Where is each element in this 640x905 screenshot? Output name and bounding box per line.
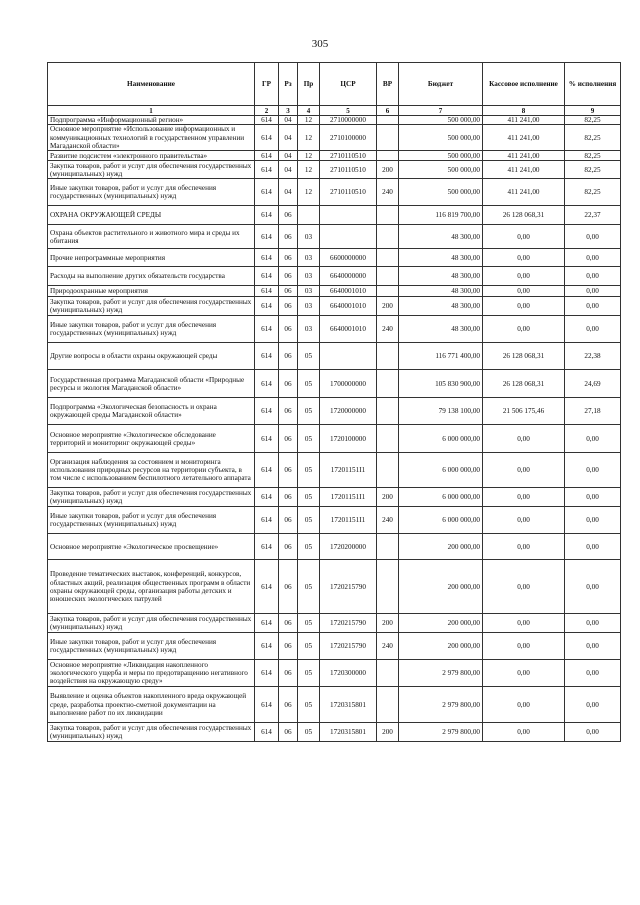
header-csr: ЦСР <box>320 63 377 106</box>
cell-pr: 03 <box>298 286 320 297</box>
cell-percent: 0,00 <box>565 534 621 560</box>
cell-vr <box>377 398 399 425</box>
cell-vr: 200 <box>377 723 399 742</box>
cell-budget: 2 979 800,00 <box>399 723 483 742</box>
table-row <box>48 723 621 742</box>
cell-pr: 03 <box>298 249 320 267</box>
cell-gr: 614 <box>255 660 279 687</box>
cell-rz: 06 <box>279 534 298 560</box>
cell-gr: 614 <box>255 343 279 370</box>
cell-budget: 200 000,00 <box>399 633 483 660</box>
cell-vr: 200 <box>377 488 399 507</box>
cell-percent: 0,00 <box>565 316 621 343</box>
cell-pr: 05 <box>298 614 320 633</box>
cell-kassa: 26 128 068,31 <box>483 370 565 398</box>
cell-pr: 05 <box>298 723 320 742</box>
cell-csr: 2710110510 <box>320 151 377 161</box>
cell-gr: 614 <box>255 206 279 225</box>
cell-kassa: 0,00 <box>483 723 565 742</box>
cell-gr: 614 <box>255 125 279 151</box>
cell-budget: 500 000,00 <box>399 125 483 151</box>
cell-kassa: 0,00 <box>483 286 565 297</box>
cell-percent: 0,00 <box>565 687 621 723</box>
cell-name: Природоохранные мероприятия <box>48 286 255 297</box>
cell-pr: 03 <box>298 297 320 316</box>
cell-csr: 1720215790 <box>320 614 377 633</box>
cell-kassa: 0,00 <box>483 507 565 534</box>
cell-budget: 48 300,00 <box>399 297 483 316</box>
cell-budget: 6 000 000,00 <box>399 507 483 534</box>
cell-name: Закупка товаров, работ и услуг для обеспечения государственных (муниципальных) нужд <box>48 297 255 316</box>
cell-csr: 2710000000 <box>320 116 377 125</box>
table-row <box>48 453 621 488</box>
cell-budget: 200 000,00 <box>399 534 483 560</box>
cell-budget: 79 138 100,00 <box>399 398 483 425</box>
cell-budget: 200 000,00 <box>399 560 483 614</box>
cell-pr: 05 <box>298 343 320 370</box>
cell-rz: 06 <box>279 343 298 370</box>
cell-gr: 614 <box>255 161 279 179</box>
cell-csr: 1720200000 <box>320 534 377 560</box>
table-row <box>48 614 621 633</box>
cell-csr: 1720300000 <box>320 660 377 687</box>
cell-percent: 0,00 <box>565 633 621 660</box>
cell-name: Охрана объектов растительного и животного мира и среды их обитания <box>48 225 255 249</box>
cell-vr <box>377 225 399 249</box>
cell-pr: 03 <box>298 225 320 249</box>
cell-percent: 0,00 <box>565 614 621 633</box>
cell-vr <box>377 125 399 151</box>
cell-rz: 04 <box>279 161 298 179</box>
cell-pr: 05 <box>298 660 320 687</box>
cell-name: Иные закупки товаров, работ и услуг для обеспечения государственных (муниципальных) нужд <box>48 633 255 660</box>
cell-csr: 17201151I1 <box>320 507 377 534</box>
cell-budget: 105 830 900,00 <box>399 370 483 398</box>
header-row <box>48 63 621 106</box>
cell-percent: 0,00 <box>565 560 621 614</box>
cell-budget: 48 300,00 <box>399 225 483 249</box>
budget-table <box>47 62 621 742</box>
cell-csr: 1700000000 <box>320 370 377 398</box>
cell-name: Другие вопросы в области охраны окружающей среды <box>48 343 255 370</box>
cell-percent: 82,25 <box>565 125 621 151</box>
cell-pr: 12 <box>298 125 320 151</box>
cell-kassa: 411 241,00 <box>483 116 565 125</box>
cell-percent: 22,37 <box>565 206 621 225</box>
table-row <box>48 267 621 286</box>
table-row <box>48 488 621 507</box>
cell-name: Основное мероприятие «Использование информационных и коммуникационных технологий в государственном управлении Магаданской области» <box>48 125 255 151</box>
cell-percent: 0,00 <box>565 425 621 453</box>
column-number: 1 <box>48 106 255 116</box>
header-pr: Пр <box>298 63 320 106</box>
cell-rz: 06 <box>279 316 298 343</box>
cell-rz: 06 <box>279 453 298 488</box>
cell-kassa: 0,00 <box>483 453 565 488</box>
cell-name: Основное мероприятие «Ликвидация накопленного экологического ущерба и меры по предотвращению негативного воздействия на окружающую среду» <box>48 660 255 687</box>
cell-csr: 6600000000 <box>320 249 377 267</box>
cell-budget: 6 000 000,00 <box>399 488 483 507</box>
cell-vr: 240 <box>377 507 399 534</box>
cell-csr: 1720215790 <box>320 633 377 660</box>
header-gr: ГР <box>255 63 279 106</box>
cell-csr: 2710110510 <box>320 179 377 206</box>
table-row <box>48 151 621 161</box>
cell-name: Иные закупки товаров, работ и услуг для обеспечения государственных (муниципальных) нужд <box>48 179 255 206</box>
cell-csr: 2710110510 <box>320 161 377 179</box>
cell-gr: 614 <box>255 286 279 297</box>
cell-rz: 06 <box>279 614 298 633</box>
cell-pr: 12 <box>298 116 320 125</box>
cell-kassa: 0,00 <box>483 316 565 343</box>
cell-csr: 1720000000 <box>320 398 377 425</box>
cell-csr <box>320 225 377 249</box>
cell-csr: 6640000000 <box>320 267 377 286</box>
cell-gr: 614 <box>255 488 279 507</box>
table-row <box>48 633 621 660</box>
cell-vr <box>377 267 399 286</box>
cell-pr <box>298 206 320 225</box>
header-rz: Рз <box>279 63 298 106</box>
cell-gr: 614 <box>255 687 279 723</box>
cell-budget: 500 000,00 <box>399 116 483 125</box>
cell-pr: 05 <box>298 398 320 425</box>
cell-name: Основное мероприятие «Экологическое просвещение» <box>48 534 255 560</box>
cell-pr: 12 <box>298 161 320 179</box>
cell-budget: 116 771 400,00 <box>399 343 483 370</box>
cell-vr <box>377 343 399 370</box>
cell-percent: 0,00 <box>565 267 621 286</box>
cell-pr: 05 <box>298 488 320 507</box>
table-row <box>48 179 621 206</box>
cell-budget: 6 000 000,00 <box>399 425 483 453</box>
cell-vr: 240 <box>377 179 399 206</box>
cell-pr: 05 <box>298 370 320 398</box>
table-row <box>48 660 621 687</box>
cell-kassa: 0,00 <box>483 297 565 316</box>
cell-name: Основное мероприятие «Экологическое обследование территорий и мониторинг окружающей среды» <box>48 425 255 453</box>
table-row <box>48 116 621 125</box>
cell-percent: 82,25 <box>565 116 621 125</box>
cell-kassa: 411 241,00 <box>483 179 565 206</box>
cell-rz: 06 <box>279 267 298 286</box>
cell-gr: 614 <box>255 723 279 742</box>
column-number: 6 <box>377 106 399 116</box>
cell-name: Подпрограмма «Экологическая безопасность и охрана окружающей среды Магаданской области» <box>48 398 255 425</box>
cell-percent: 0,00 <box>565 286 621 297</box>
cell-kassa: 26 128 068,31 <box>483 343 565 370</box>
column-number: 9 <box>565 106 621 116</box>
cell-name: Развитие подсистем «электронного правительства» <box>48 151 255 161</box>
cell-gr: 614 <box>255 453 279 488</box>
cell-kassa: 0,00 <box>483 614 565 633</box>
cell-kassa: 0,00 <box>483 660 565 687</box>
cell-budget: 500 000,00 <box>399 151 483 161</box>
table-row <box>48 206 621 225</box>
cell-name: Закупка товаров, работ и услуг для обеспечения государственных (муниципальных) нужд <box>48 723 255 742</box>
cell-name: Подпрограмма «Информационный регион» <box>48 116 255 125</box>
cell-csr: 1720315801 <box>320 687 377 723</box>
cell-gr: 614 <box>255 225 279 249</box>
cell-vr <box>377 370 399 398</box>
cell-rz: 06 <box>279 687 298 723</box>
cell-name: Расходы на выполнение других обязательств государства <box>48 267 255 286</box>
cell-rz: 06 <box>279 225 298 249</box>
cell-kassa: 26 128 068,31 <box>483 206 565 225</box>
cell-budget: 500 000,00 <box>399 179 483 206</box>
cell-vr <box>377 560 399 614</box>
cell-pr: 03 <box>298 267 320 286</box>
cell-kassa: 0,00 <box>483 687 565 723</box>
cell-percent: 0,00 <box>565 488 621 507</box>
cell-pr: 03 <box>298 316 320 343</box>
cell-budget: 48 300,00 <box>399 267 483 286</box>
cell-gr: 614 <box>255 249 279 267</box>
table-row <box>48 286 621 297</box>
cell-percent: 0,00 <box>565 225 621 249</box>
cell-percent: 22,38 <box>565 343 621 370</box>
cell-percent: 0,00 <box>565 249 621 267</box>
cell-rz: 06 <box>279 297 298 316</box>
cell-pr: 05 <box>298 453 320 488</box>
cell-budget: 200 000,00 <box>399 614 483 633</box>
cell-kassa: 0,00 <box>483 560 565 614</box>
cell-vr <box>377 116 399 125</box>
cell-kassa: 0,00 <box>483 267 565 286</box>
cell-gr: 614 <box>255 267 279 286</box>
cell-vr <box>377 425 399 453</box>
cell-name: Закупка товаров, работ и услуг для обеспечения государственных (муниципальных) нужд <box>48 614 255 633</box>
table-row <box>48 507 621 534</box>
cell-vr <box>377 249 399 267</box>
cell-rz: 06 <box>279 660 298 687</box>
cell-name: Закупка товаров, работ и услуг для обеспечения государственных (муниципальных) нужд <box>48 161 255 179</box>
cell-kassa: 0,00 <box>483 425 565 453</box>
cell-percent: 0,00 <box>565 660 621 687</box>
cell-csr: 1720215790 <box>320 560 377 614</box>
cell-name: Закупка товаров, работ и услуг для обеспечения государственных (муниципальных) нужд <box>48 488 255 507</box>
cell-vr <box>377 687 399 723</box>
cell-pr: 12 <box>298 179 320 206</box>
cell-gr: 614 <box>255 179 279 206</box>
cell-pr: 05 <box>298 425 320 453</box>
table-row <box>48 370 621 398</box>
cell-rz: 06 <box>279 723 298 742</box>
cell-rz: 06 <box>279 286 298 297</box>
cell-kassa: 0,00 <box>483 249 565 267</box>
table-row <box>48 316 621 343</box>
cell-csr: 17201151I1 <box>320 453 377 488</box>
cell-pr: 05 <box>298 534 320 560</box>
column-number-row <box>48 106 621 116</box>
cell-budget: 116 819 700,00 <box>399 206 483 225</box>
cell-rz: 04 <box>279 116 298 125</box>
cell-csr: 1720315801 <box>320 723 377 742</box>
column-number: 2 <box>255 106 279 116</box>
cell-csr: 6640001010 <box>320 316 377 343</box>
header-budget: Бюджет <box>399 63 483 106</box>
header-vr: ВР <box>377 63 399 106</box>
table-row <box>48 225 621 249</box>
table-row <box>48 297 621 316</box>
cell-name: Организация наблюдения за состоянием и мониторинга использования природных ресурсов на территории субъекта, в том числе с использованием беспилотного летательного аппарата <box>48 453 255 488</box>
cell-vr <box>377 151 399 161</box>
cell-percent: 0,00 <box>565 723 621 742</box>
cell-vr: 200 <box>377 297 399 316</box>
table-body <box>48 116 621 742</box>
cell-name: Проведение тематических выставок, конференций, конкурсов, областных акций, реализация общественных программ в области охраны окружающей среды, организация работы детских и юношеских экологических патрулей <box>48 560 255 614</box>
cell-kassa: 0,00 <box>483 488 565 507</box>
cell-kassa: 411 241,00 <box>483 151 565 161</box>
cell-gr: 614 <box>255 316 279 343</box>
column-number: 4 <box>298 106 320 116</box>
cell-kassa: 411 241,00 <box>483 161 565 179</box>
cell-rz: 06 <box>279 249 298 267</box>
cell-percent: 24,69 <box>565 370 621 398</box>
cell-gr: 614 <box>255 151 279 161</box>
cell-gr: 614 <box>255 116 279 125</box>
cell-rz: 04 <box>279 179 298 206</box>
table-row <box>48 687 621 723</box>
table-row <box>48 534 621 560</box>
cell-rz: 06 <box>279 398 298 425</box>
column-number: 3 <box>279 106 298 116</box>
cell-kassa: 21 506 175,46 <box>483 398 565 425</box>
cell-percent: 27,18 <box>565 398 621 425</box>
cell-rz: 06 <box>279 425 298 453</box>
cell-csr <box>320 343 377 370</box>
cell-rz: 06 <box>279 507 298 534</box>
cell-kassa: 411 241,00 <box>483 125 565 151</box>
cell-kassa: 0,00 <box>483 534 565 560</box>
cell-name: Прочие непрограммные мероприятия <box>48 249 255 267</box>
cell-pr: 05 <box>298 507 320 534</box>
cell-rz: 06 <box>279 370 298 398</box>
cell-kassa: 0,00 <box>483 633 565 660</box>
cell-gr: 614 <box>255 297 279 316</box>
cell-percent: 82,25 <box>565 161 621 179</box>
cell-vr: 200 <box>377 614 399 633</box>
table-row <box>48 560 621 614</box>
cell-gr: 614 <box>255 614 279 633</box>
cell-rz: 04 <box>279 151 298 161</box>
cell-pr: 05 <box>298 633 320 660</box>
cell-budget: 48 300,00 <box>399 316 483 343</box>
cell-rz: 06 <box>279 560 298 614</box>
cell-csr: 1720100000 <box>320 425 377 453</box>
cell-name: Иные закупки товаров, работ и услуг для обеспечения государственных (муниципальных) нужд <box>48 507 255 534</box>
cell-budget: 500 000,00 <box>399 161 483 179</box>
cell-pr: 05 <box>298 560 320 614</box>
cell-budget: 48 300,00 <box>399 286 483 297</box>
cell-gr: 614 <box>255 534 279 560</box>
table-row <box>48 425 621 453</box>
header-name: Наименование <box>48 63 255 106</box>
cell-vr <box>377 534 399 560</box>
cell-budget: 2 979 800,00 <box>399 660 483 687</box>
cell-name: Государственная программа Магаданской области «Природные ресурсы и экология Магаданской области» <box>48 370 255 398</box>
cell-rz: 04 <box>279 125 298 151</box>
cell-gr: 614 <box>255 560 279 614</box>
cell-percent: 82,25 <box>565 179 621 206</box>
cell-csr: 6640001010 <box>320 286 377 297</box>
cell-name: Иные закупки товаров, работ и услуг для обеспечения государственных (муниципальных) нужд <box>48 316 255 343</box>
cell-rz: 06 <box>279 488 298 507</box>
cell-vr: 240 <box>377 316 399 343</box>
cell-vr: 200 <box>377 161 399 179</box>
cell-percent: 0,00 <box>565 453 621 488</box>
column-number: 7 <box>399 106 483 116</box>
cell-budget: 48 300,00 <box>399 249 483 267</box>
page-number: 305 <box>311 38 329 50</box>
table-row <box>48 161 621 179</box>
column-number: 8 <box>483 106 565 116</box>
cell-name: Выявление и оценка объектов накопленного вреда окружающей среде, разработка проектно-сметной документации на выполнение работ по их ликвидации <box>48 687 255 723</box>
cell-rz: 06 <box>279 633 298 660</box>
cell-percent: 82,25 <box>565 151 621 161</box>
cell-kassa: 0,00 <box>483 225 565 249</box>
cell-csr: 17201151I1 <box>320 488 377 507</box>
cell-pr: 05 <box>298 687 320 723</box>
cell-vr <box>377 286 399 297</box>
cell-vr <box>377 660 399 687</box>
cell-budget: 2 979 800,00 <box>399 687 483 723</box>
cell-csr: 2710100000 <box>320 125 377 151</box>
cell-csr: 6640001010 <box>320 297 377 316</box>
cell-vr: 240 <box>377 633 399 660</box>
cell-percent: 0,00 <box>565 507 621 534</box>
table-row <box>48 398 621 425</box>
table-row <box>48 249 621 267</box>
cell-gr: 614 <box>255 425 279 453</box>
cell-percent: 0,00 <box>565 297 621 316</box>
cell-budget: 6 000 000,00 <box>399 453 483 488</box>
column-number: 5 <box>320 106 377 116</box>
cell-csr <box>320 206 377 225</box>
header-kassa: Кассовое исполнение <box>483 63 565 106</box>
cell-gr: 614 <box>255 398 279 425</box>
cell-vr <box>377 453 399 488</box>
cell-gr: 614 <box>255 507 279 534</box>
cell-name: ОХРАНА ОКРУЖАЮЩЕЙ СРЕДЫ <box>48 206 255 225</box>
cell-pr: 12 <box>298 151 320 161</box>
cell-gr: 614 <box>255 370 279 398</box>
cell-gr: 614 <box>255 633 279 660</box>
cell-vr <box>377 206 399 225</box>
table-row <box>48 343 621 370</box>
table-row <box>48 125 621 151</box>
cell-rz: 06 <box>279 206 298 225</box>
header-percent: % исполнения <box>565 63 621 106</box>
